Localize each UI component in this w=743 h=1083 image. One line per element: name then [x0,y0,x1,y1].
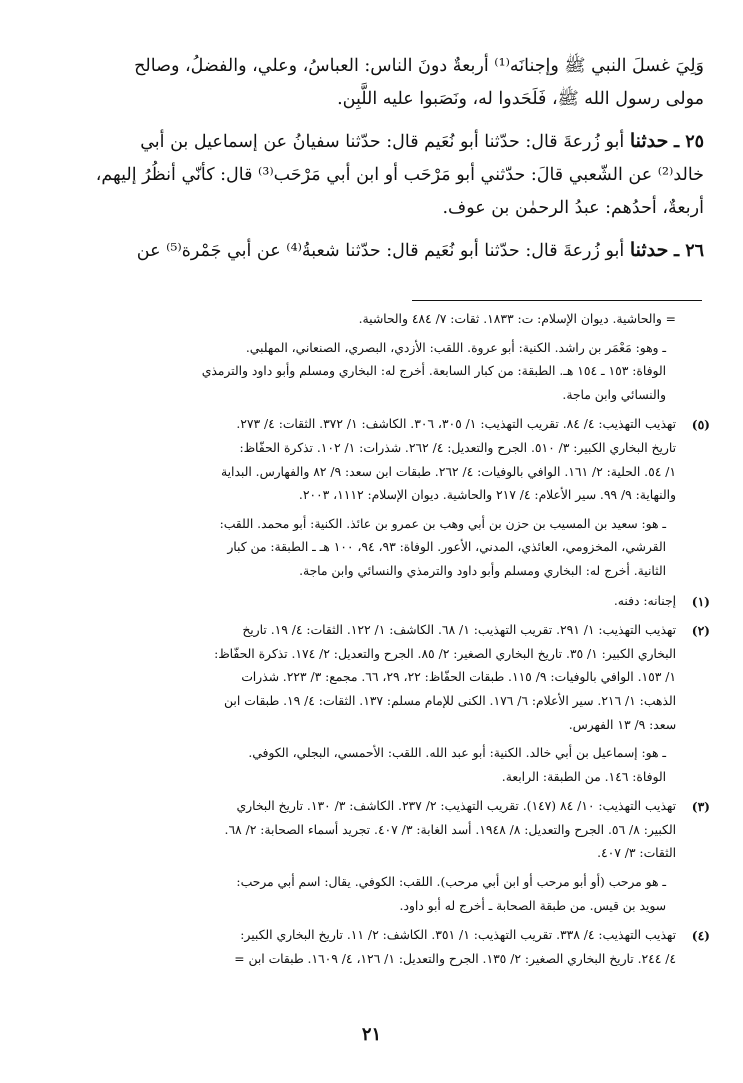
footnote-2 [30,619,710,789]
footnote-5-bio [30,513,676,584]
footnote-line: ١/ ٥٤. الحلية: ٢/ ١٦١. الوافي بالوفيات: ٤/ ٢٦٢. طبقات ابن سعد: ٩/ ٨٢ والفهارس. البداية [221,464,676,479]
footnote-separator [412,300,702,301]
footnote-line: الوفاة: ١٤٦. من الطبقة: الرابعة. [501,769,666,784]
footnote-line: الثانية. أخرج له: البخاري ومسلم وأبو داود والترمذي والنسائي وابن ماجة. [299,563,666,578]
footnote-3-marker: (٣) [691,799,710,815]
footnote-continuation [30,308,710,407]
para-1-line-1: وَلِيَ غسلَ النبي ﷺ وإجنانَه⁽¹⁾ أربعةٌ دونَ الناس: العباسُ، وعلي، والفضلُ، وصالح [134,56,704,76]
footnote-line: الكبير: ٨/ ٥٦. الجرح والتعديل: ٨/ ١٩٤٨. أسد الغابة: ٣/ ٤٠٧. تجريد أسماء الصحابة: ٢/ ٦٨. [224,822,676,837]
footnote-2-bio [30,742,676,789]
hadith-26-haddathana: حدثنا [629,239,669,261]
footnote-3-bio [30,871,676,918]
footnote-5 [30,413,710,583]
footnote-line: إجنانه: دفنه. [613,593,676,608]
footnote-line: سعد: ٩/ ١٣ الفهرس. [568,717,676,732]
footnote-3 [30,795,710,918]
hadith-26-line-1 [44,234,704,268]
footnote-line: تهذيب التهذيب: ١٠/ ٨٤ (١٤٧). تقريب التهذيب: ٢/ ٢٣٧. الكاشف: ٣/ ١٣٠. تاريخ البخاري [236,799,676,814]
footnote-1-marker: (١) [691,593,710,609]
footnote-line: الوفاة: ١٥٣ ـ ١٥٤ هـ. الطبقة: من كبار السابعة. أخرج له: البخاري ومسلم وأبو داود والترمذي [201,364,666,379]
footnote-line: ١/ ١٥٣. الوافي بالوفيات: ٩/ ١١٥. طبقات الحفّاظ: ٢٢، ٢٩، ٦٦. مجمع: ٣/ ٢٢٣. شذرات [241,670,676,685]
footnote-4-marker: (٤) [691,928,710,944]
hadith-25-line-2: خالد⁽²⁾ عن الشّعبي قالَ: حدّثني أبو مَرْحَب أو ابن أبي مَرْحَب⁽³⁾ قال: كأنّي أنظُرُ إليهم، [95,165,704,185]
footnote-line: البخاري الكبير: ١/ ٣٥. تاريخ البخاري الصغير: ٢/ ٨٥. الجرح والتعديل: ٢/ ١٧٤. تذكرة الحفّاظ: [214,646,676,661]
footnote-continuation-bio [30,337,676,408]
footnote-line: القرشي، المخزومي، العائذي، المدني، الأعور. الوفاة: ٩٣، ٩٤، ١٠٠ هـ ـ الطبقة: من كبار [227,540,666,555]
hadith-25-haddathana: حدثنا [629,130,669,152]
hadith-25-number: ٢٥ ـ [673,132,704,152]
footnote-4 [30,924,710,971]
hadith-25-text-1: أبو زُرعةَ قال: حدّثنا أبو نُعَيم قال: حدّثنا سفيانُ عن إسماعيل بن أبي [140,132,625,152]
footnote-line: ـ هو: إسماعيل بن أبي خالد. الكنية: أبو عبد الله. اللقب: الأحمسي، البجلي، الكوفي. [248,746,666,761]
footnote-line: الذهب: ١/ ٢١٦. سير الأعلام: ٦/ ١٧٦. الكنى للإمام مسلم: ١٣٧. الثقات: ٤/ ١٩. طبقات ابن [224,693,676,708]
hadith-25-line-1 [44,125,704,159]
hadith-26-text-1: أبو زُرعةَ قال: حدّثنا أبو نُعَيم قال: حدّثنا شعبةُ⁽⁴⁾ عن أبي جَمْرة⁽⁵⁾ عن [136,241,625,261]
footnote-line: تهذيب التهذيب: ٤/ ٨٤. تقريب التهذيب: ١/ ٣٠٥، ٣٠٦. الكاشف: ١/ ٣٧٢. الثقات: ٤/ ٢٧٣. [236,417,676,432]
footnote-line: تهذيب التهذيب: ٤/ ٣٣٨. تقريب التهذيب: ١/ ٣٥١. الكاشف: ٢/ ١١. تاريخ البخاري الكبير: [240,928,676,943]
footnote-line: ٤/ ٢٤٤. تاريخ البخاري الصغير: ٢/ ١٣٥. الجرح والتعديل: ١/ ١٢٦، ٤/ ١٦٠٩. طبقات ابن = [234,951,676,966]
main-text [44,50,704,268]
footnote-line: والنهاية: ٩/ ٩٩. سير الأعلام: ٤/ ٢١٧ والحاشية. ديوان الإسلام: ١١١٢، ٢٠٠٣. [298,488,676,503]
footnote-line: ـ هو: سعيد بن المسيب بن حزن بن أبي وهب بن عمرو بن عائذ. الكنية: أبو محمد. اللقب: [219,516,666,531]
hadith-26-number: ٢٦ ـ [673,241,704,261]
footnote-1 [30,590,710,614]
hadith-25-line-3: أربعةٌ، أحدُهم: عبدُ الرحمٰن بن عوف. [442,198,704,218]
footnote-5-marker: (٥) [691,417,710,433]
footnote-continuation-line: = والحاشية. ديوان الإسلام: ت: ١٨٣٣. ثقات: ٧/ ٤٨٤ والحاشية. [358,312,676,326]
footnote-line: الثقات: ٣/ ٤٠٧. [597,846,676,861]
footnote-2-marker: (٢) [691,623,710,639]
footnote-line: تاريخ البخاري الكبير: ٣/ ٥١٠. الجرح والتعديل: ٤/ ٢٦٢. شذرات: ١/ ١٠٢. تذكرة الحفّاظ: [239,440,676,455]
footnotes [30,308,710,977]
footnote-line: والنسائي وابن ماجة. [562,387,666,402]
footnote-line: ـ وهو: مَعْمَر بن راشد. الكنية: أبو عروة. اللقب: الأزدي، البصري، الصنعاني، المهلبي. [245,340,666,355]
footnote-line: سويد بن قيس. من طبقة الصحابة ـ أخرج له أبو داود. [399,898,666,913]
footnote-line: ـ هو مرحب (أو أبو مرحب أو ابن أبي مرحب). اللقب: الكوفي. يقال: اسم أبي مرحب: [236,875,666,890]
para-1-line-2: مولى رسول الله ﷺ، فَلَحَدوا له، ونَصَبوا عليه اللَّبِن. [337,89,704,109]
page-number: ٢١ [361,1024,382,1045]
footnote-line: تهذيب التهذيب: ١/ ٢٩١. تقريب التهذيب: ١/ ٦٨. الكاشف: ١/ ١٢٢. الثقات: ٤/ ١٩. تاريخ [242,623,676,638]
